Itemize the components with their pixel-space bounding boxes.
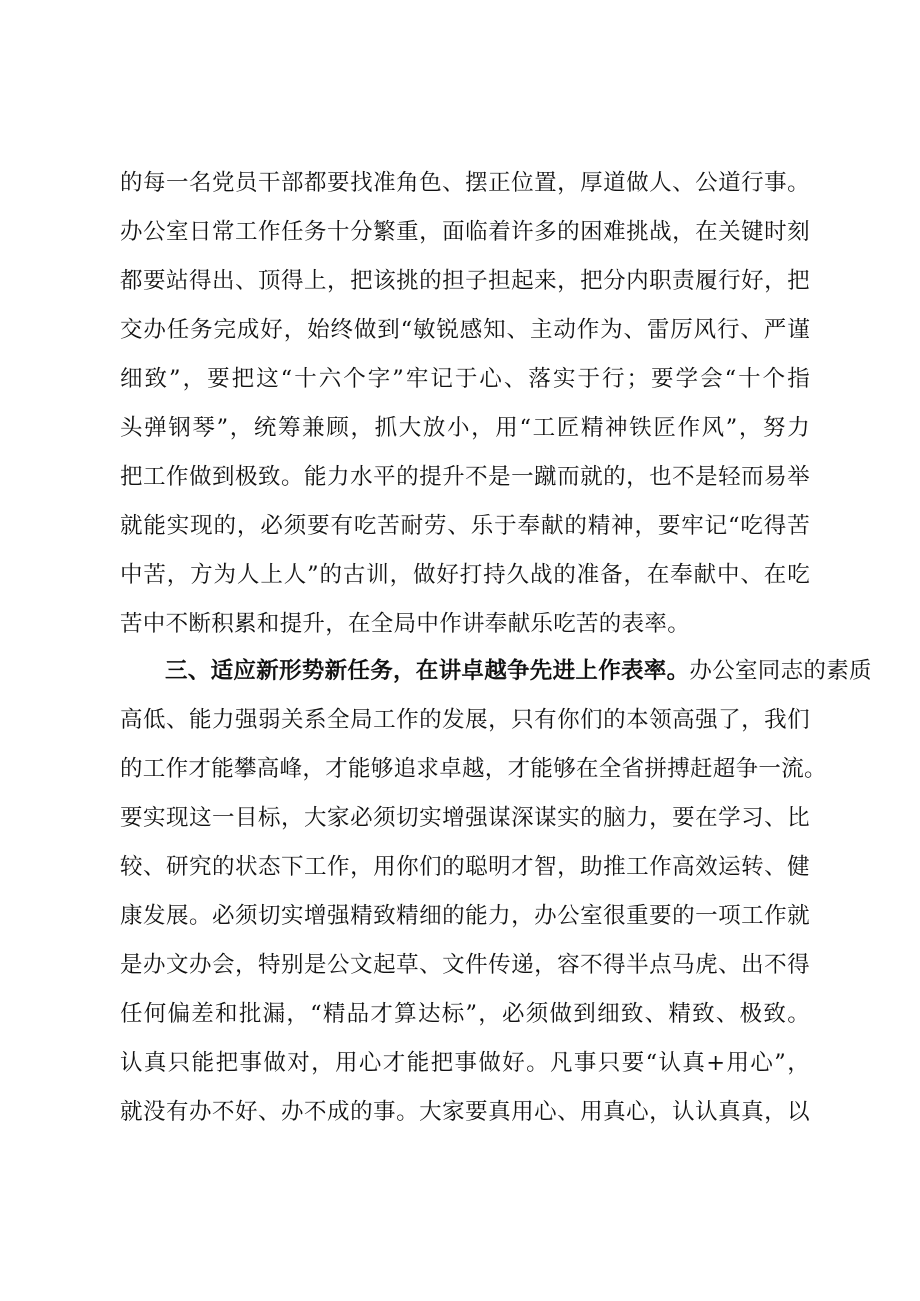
paragraph-line: 苦中不断积累和提升，在全局中作讲奉献乐吃苦的表率。: [120, 611, 691, 637]
paragraph-line: 交办任务完成好，始终做到“敏锐感知、主动作为、雷厉风行、严谨: [120, 317, 810, 343]
paragraph-line: 是办文办会，特别是公文起草、文件传递，容不得半点马虎、出不得: [120, 952, 810, 978]
paragraph-line: 都要站得出、顶得上，把该挑的担子担起来，把分内职责履行好，把: [120, 268, 810, 294]
paragraph-line: 细致”，要把这“十六个字”牢记于心、落实于行；要学会“十个指: [120, 366, 810, 392]
paragraph-line: 就没有办不好、办不成的事。大家要真用心、用真心，认认真真，以: [120, 1099, 810, 1125]
paragraph-line: 康发展。必须切实增强精致精细的能力，办公室很重要的一项工作就: [120, 903, 810, 929]
paragraph-line: 高低、能力强弱关系全局工作的发展，只有你们的本领高强了，我们: [120, 707, 810, 733]
paragraph-line: 中苦，方为人上人”的古训，做好打持久战的准备，在奉献中、在吃: [120, 562, 810, 588]
paragraph-line: 较、研究的状态下工作，用你们的聪明才智，助推工作高效运转、健: [120, 854, 810, 880]
paragraph-line: 办公室日常工作任务十分繁重，面临着许多的困难挑战，在关键时刻: [120, 219, 810, 245]
paragraph-line: 把工作做到极致。能力水平的提升不是一蹴而就的，也不是轻而易举: [120, 464, 810, 490]
paragraph-line: 认真只能把事做对，用心才能把事做好。凡事只要“认真+用心”，: [120, 1050, 810, 1076]
paragraph-line: 的工作才能攀高峰，才能够追求卓越，才能够在全省拼搏赶超争一流。: [120, 756, 827, 782]
section-heading: 三、适应新形势新任务，在讲卓越争先进上作表率。: [165, 658, 690, 684]
paragraph-line: 就能实现的，必须要有吃苦耐劳、乐于奉献的精神，要牢记“吃得苦: [120, 513, 810, 539]
paragraph-line: 的每一名党员干部都要找准角色、摆正位置，厚道做人、公道行事。: [120, 170, 810, 196]
paragraph-line: 任何偏差和批漏，“精品才算达标”，必须做到细致、精致、极致。: [120, 1001, 810, 1027]
paragraph-line-rest: 办公室同志的素质: [689, 658, 872, 684]
paragraph-line: 要实现这一目标，大家必须切实增强谋深谋实的脑力，要在学习、比: [120, 805, 810, 831]
section-heading-line: [165, 648, 872, 694]
paragraph-line: 头弹钢琴”，统筹兼顾，抓大放小，用“工匠精神铁匠作风”，努力: [120, 415, 810, 441]
